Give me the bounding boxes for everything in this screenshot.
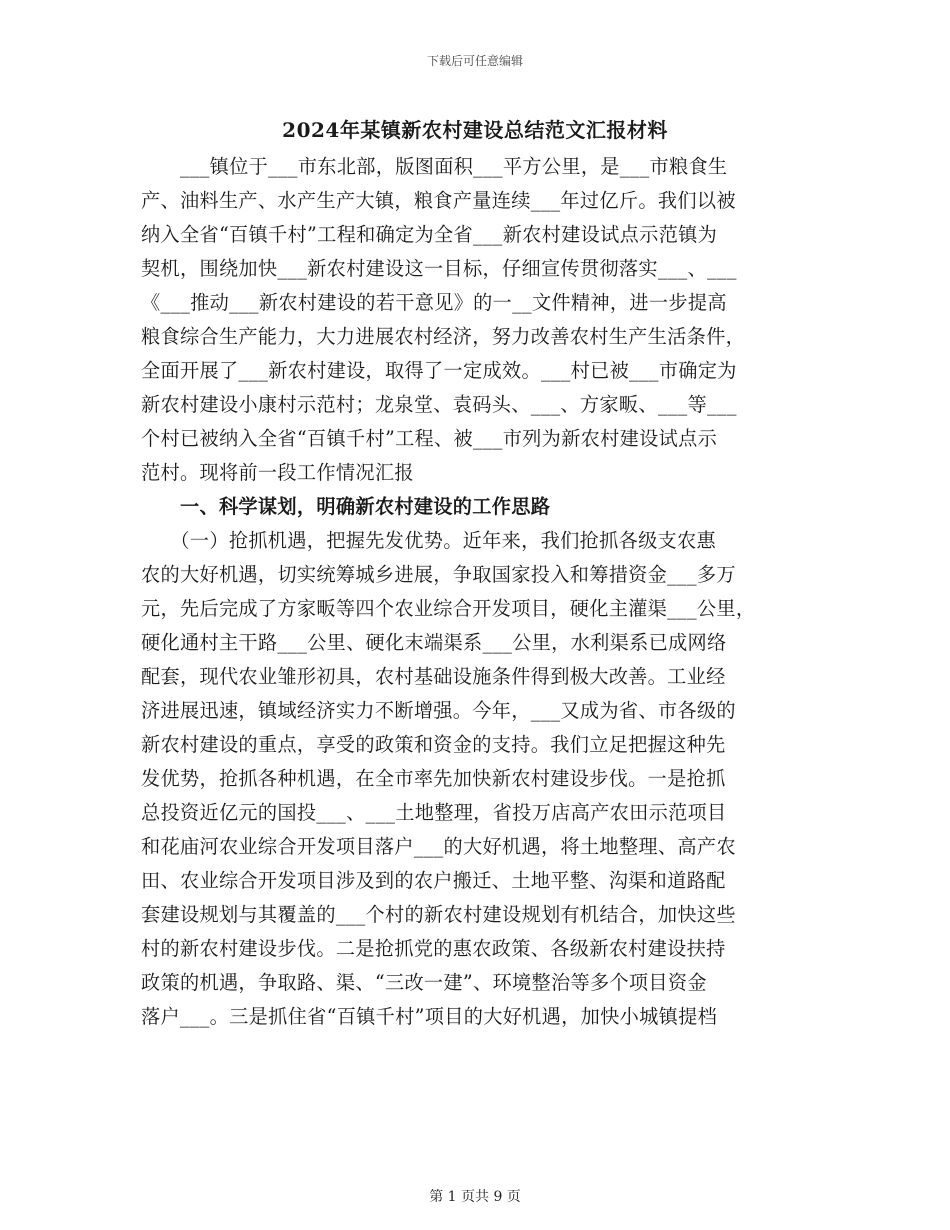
header-note: 下载后可任意编辑 — [426, 54, 523, 68]
text-line: 发优势，抢抓各种机遇，在全市率先加快新农村建设步伐。一是抢抓 — [141, 767, 726, 790]
text-line: 粮食综合生产能力，大力进展农村经济，努力改善农村生产生活条件， — [141, 325, 746, 348]
document-body — [141, 150, 813, 1034]
text-line: 硬化通村主干路___公里、硬化末端渠系___公里，水利渠系已成网络 — [141, 631, 727, 654]
text-line: 元，先后完成了方家畈等四个农业综合开发项目，硬化主灌渠___公里， — [141, 597, 756, 620]
text-line: 产、油料生产、水产生产大镇，粮食产量连续___年过亿斤。我们以被 — [141, 189, 736, 212]
text-line: 政策的机遇，争取路、渠、“三改一建”、环境整治等多个项目资金 — [141, 971, 707, 994]
text-line: 纳入全省“百镇千村”工程和确定为全省___新农村建设试点示范镇为 — [141, 223, 718, 246]
page-footer: 第 1 页共 9 页 — [429, 1189, 521, 1205]
text-line: 和花庙河农业综合开发项目落户___的大好机遇，将土地整理、高产农 — [141, 835, 736, 858]
text-line: 配套，现代农业雏形初具，农村基础设施条件得到极大改善。工业经 — [141, 665, 726, 688]
text-line: （一）抢抓机遇，把握先发优势。近年来，我们抢抓各级支农惠 — [141, 529, 717, 552]
text-line: 新农村建设的重点，享受的政策和资金的支持。我们立足把握这种先 — [141, 733, 726, 756]
text-line: 套建设规划与其覆盖的___个村的新农村建设规划有机结合，加快这些 — [141, 903, 736, 926]
text-line: ___镇位于___市东北部，版图面积___平方公里，是___市粮食生 — [141, 155, 728, 178]
text-line: 契机，围绕加快___新农村建设这一目标，仔细宣传贯彻落实___、___ — [141, 257, 737, 280]
text-line: 田、农业综合开发项目涉及到的农户搬迁、土地平整、沟渠和道路配 — [141, 869, 726, 892]
text-line: 《___推动___新农村建设的若干意见》的一__文件精神，进一步提高 — [141, 291, 727, 314]
text-line: 村的新农村建设步伐。二是抢抓党的惠农政策、各级新农村建设扶持 — [141, 937, 726, 960]
text-line: 落户___。三是抓住省“百镇千村”项目的大好机遇，加快小城镇提档 — [141, 1005, 718, 1028]
text-line: 总投资近亿元的国投___、___土地整理，省投万店高产农田示范项目 — [141, 801, 727, 824]
text-line: 范村。现将前一段工作情况汇报 — [141, 461, 414, 484]
text-line: 新农村建设小康村示范村；龙泉堂、袁码头、___、方家畈、___等___ — [141, 393, 737, 416]
text-line: 农的大好机遇，切实统筹城乡进展，争取国家投入和筹措资金___多万 — [141, 563, 736, 586]
text-line: 个村已被纳入全省“百镇千村”工程、被___市列为新农村建设试点示 — [141, 427, 718, 450]
text-line: 济进展迅速，镇域经济实力不断增强。今年，___又成为省、市各级的 — [141, 699, 736, 722]
document-title: 2024年某镇新农村建设总结范文汇报材料 — [282, 118, 668, 142]
text-line: 全面开展了___新农村建设，取得了一定成效。___村已被___市确定为 — [141, 359, 737, 382]
section-heading: 一、科学谋划，明确新农村建设的工作思路 — [141, 495, 551, 518]
